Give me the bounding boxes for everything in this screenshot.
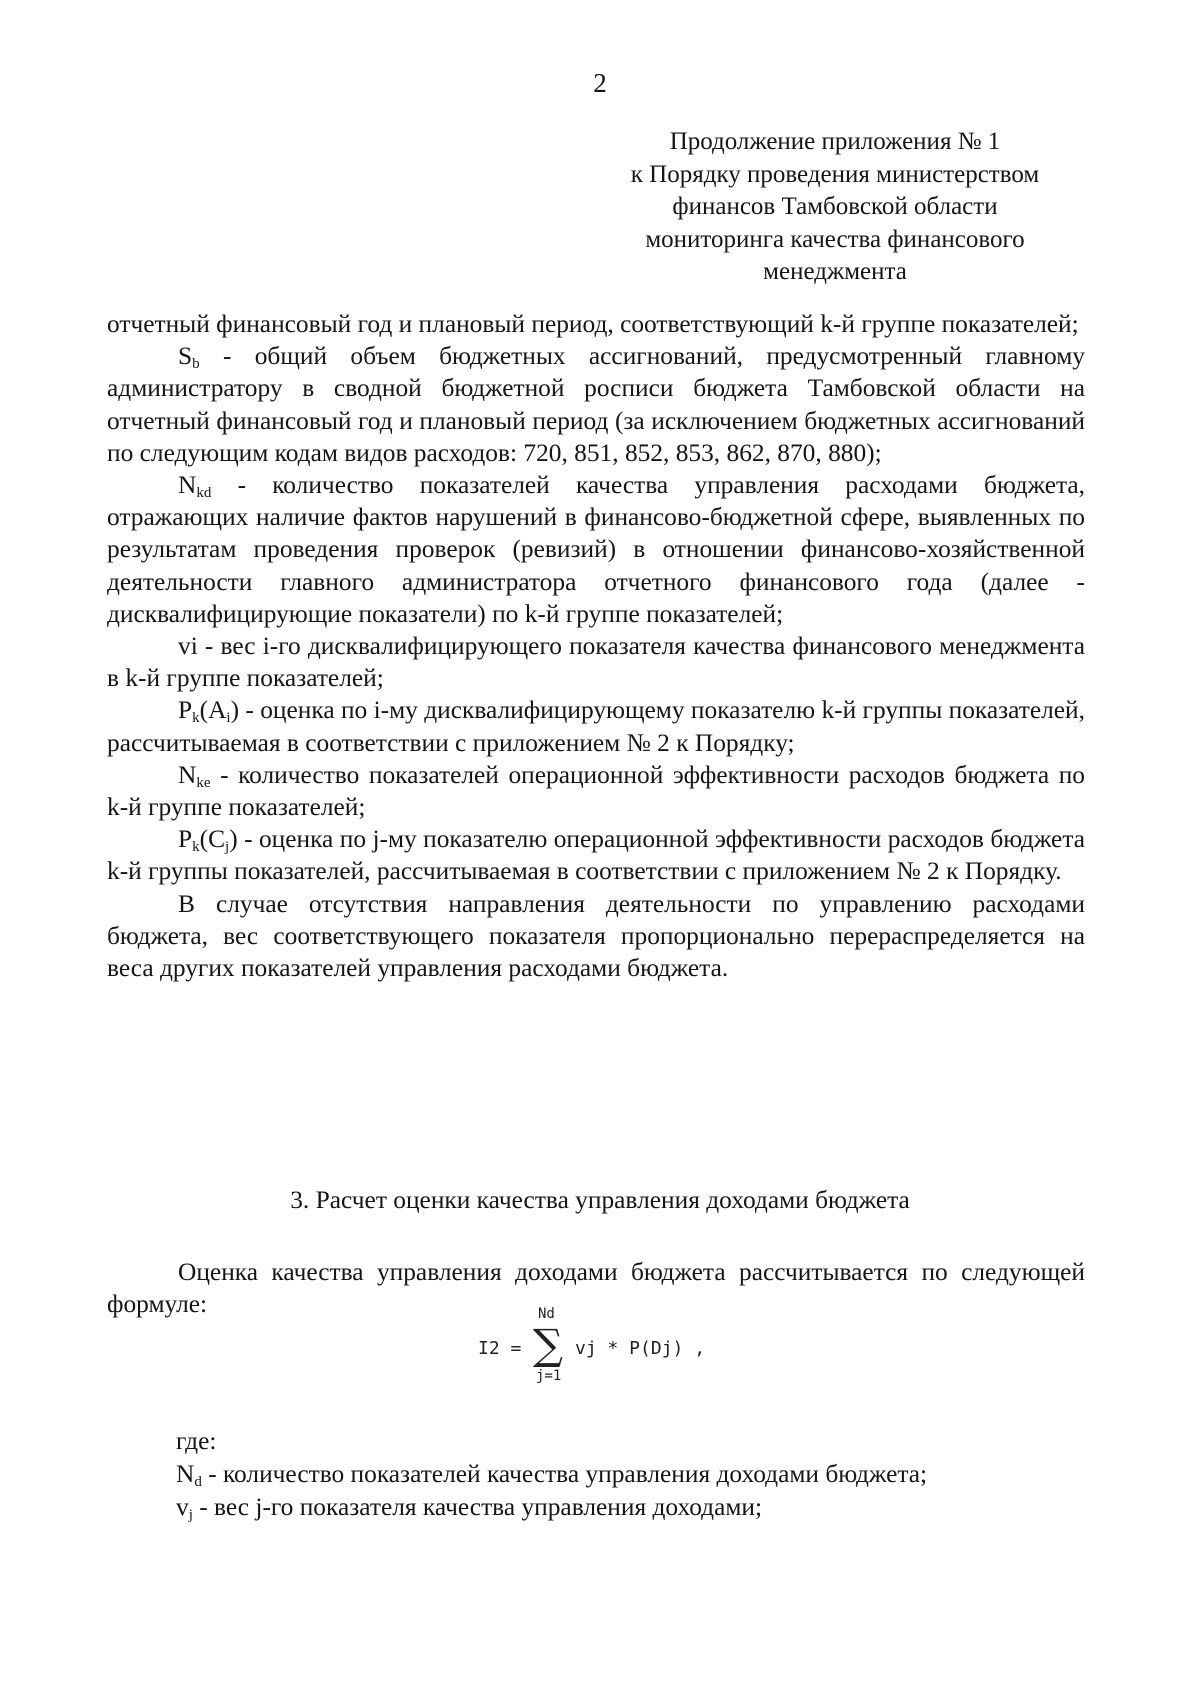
section-heading: 3. Расчет оценки качества управления доходами бюджета [290,1186,910,1214]
header-line: менеджмента [763,258,907,285]
paragraph-continuation: отчетный финансовый год и плановый период, соответствующий k-й группе показателей; [107,310,1079,338]
subscript: k [192,710,200,727]
subscript: kd [196,485,212,502]
subscript: ke [196,774,211,791]
symbol: P [178,696,193,725]
body-text [107,308,1085,984]
definition-sb [107,340,1085,469]
subscript: j [188,1507,193,1523]
symbol-open: (C [199,825,226,854]
definition-nkd [107,469,1085,630]
definition-text: - количество показателей операционной эффективности расходов бюджета по k-й группе показателей; [107,760,1085,822]
appendix-header [615,126,1055,289]
formula-rhs: vj * P(Dj) , [575,1338,706,1359]
subscript: j [225,839,230,856]
definition-vi: vi - вес i-го дисквалифицирующего показателя качества финансового менеджмента в k-й группе показателей; [107,632,1085,693]
header-line: мониторинга качества финансового [645,225,1025,253]
symbol: N [178,471,197,500]
definition-text: - общий объем бюджетных ассигнований, предусмотренный главному администратору в сводной бюджетной росписи бюджета Тамбовской области на отчетный финансовый год и плановый период (за исключением бюджетных ассигнований по следующим кодам видов расходов: 720, 851, 852, 853, 862, 870, 880); [107,342,1085,467]
definition-text: - оценка по i-му дисквалифицирующему показателю k-й группы показателей, рассчитываемая в соответствии с приложением № 2 к Порядку; [107,696,1085,757]
symbol: S [178,342,193,371]
header-line: к Порядку проведения министерством [630,160,1040,188]
where-block [176,1425,1076,1524]
formula-upper-limit: Nd [538,1306,555,1322]
formula-intro-text: Оценка качества управления доходами бюджета рассчитывается по следующей формуле: [107,1258,1085,1319]
definition-text: - количество показателей качества управления расходами бюджета, отражающих наличие фактов нарушений в финансово-бюджетной сфере, выявленных по результатам проведения проверок (ревизий) в отношении финансово-хозяйственной деятельности главного администратора отчетного финансового года (далее - дисквалифицирующие показатели) по k-й группе показателей; [107,471,1085,628]
paragraph-weight-redistribution: В случае отсутствия направления деятельности по управлению расходами бюджета, вес соответствующего показателя пропорционально перераспределяется на веса других показателей управления расходами бюджета. [107,889,1085,983]
subscript: d [194,1474,202,1490]
symbol: N [178,760,197,789]
definition-text: - количество показателей качества управления доходами бюджета; [201,1460,928,1488]
formula [478,1306,738,1386]
definition-pk-cj [107,823,1085,887]
symbol-close: ) [229,825,238,854]
header-line: финансов Тамбовской области [672,193,998,220]
definition-vj [176,1491,1076,1524]
definition-pk-ai [107,694,1085,758]
symbol: v [176,1493,189,1521]
symbol: P [178,825,193,854]
subscript: b [192,356,200,373]
symbol: N [176,1460,195,1488]
page-number: 2 [593,68,607,98]
symbol-close: ) [230,696,240,725]
subscript: k [192,839,200,856]
subscript: i [226,710,231,727]
symbol-open: (A [199,696,227,725]
sum-symbol: ∑ [533,1320,563,1369]
formula-lower-limit: j=1 [536,1368,562,1384]
where-label: где: [176,1427,217,1455]
definition-text: - вес j-го показателя качества управления доходами; [192,1493,763,1521]
definition-text: - оценка по j-му показателю операционной эффективности расходов бюджета k-й группы показателей, рассчитываемая в соответствии с приложением № 2 к Порядку. [107,825,1085,886]
formula-lhs: I2 = [478,1338,522,1359]
definition-nd [176,1458,1076,1491]
header-line: Продолжение приложения № 1 [669,128,1001,155]
definition-nke [107,759,1085,823]
